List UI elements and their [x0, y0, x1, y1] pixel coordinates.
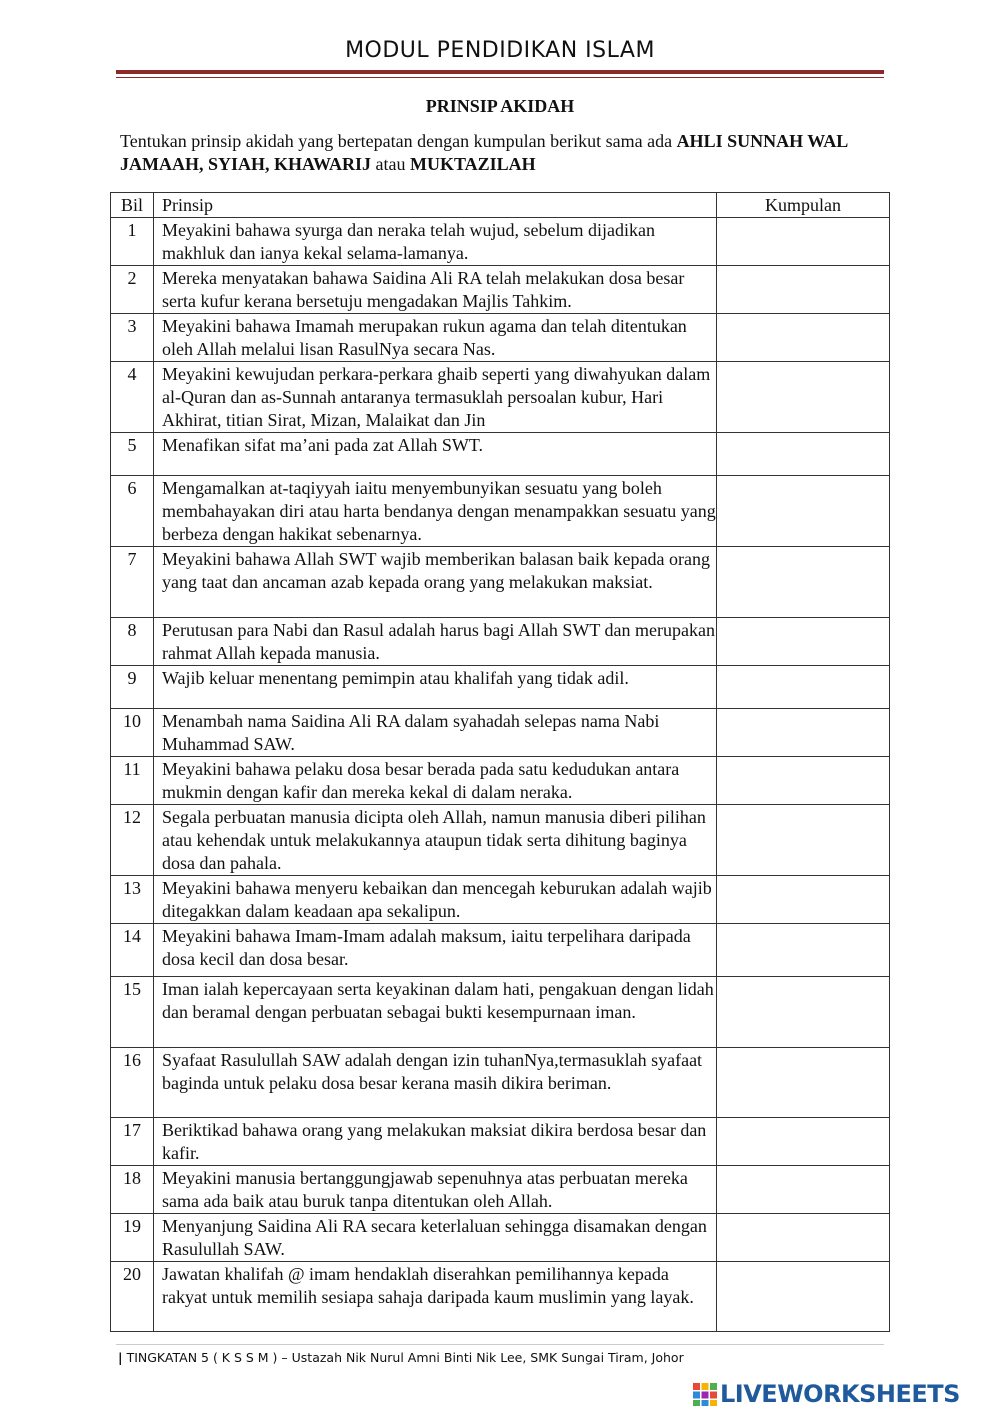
cell-kumpulan-answer[interactable] [717, 618, 890, 666]
cell-prinsip: Beriktikad bahawa orang yang melakukan maksiat dikira berdosa besar dan kafir. [154, 1118, 717, 1166]
instructions-text-2: atau [371, 154, 410, 174]
header-prinsip: Prinsip [154, 193, 717, 218]
section-title: PRINSIP AKIDAH [425, 96, 575, 116]
cell-kumpulan-answer[interactable] [717, 1118, 890, 1166]
cell-prinsip: Iman ialah kepercayaan serta keyakinan dalam hati, pengakuan dengan lidah dan beramal dengan perbuatan sebagai bukti kesempurnaan iman. [154, 977, 717, 1048]
cell-prinsip: Meyakini bahawa pelaku dosa besar berada pada satu kedudukan antara mukmin dengan kafir dan mereka kekal di dalam neraka. [154, 757, 717, 805]
cell-kumpulan-answer[interactable] [717, 476, 890, 547]
cell-prinsip: Meyakini bahawa Imam-Imam adalah maksum, iaitu terpelihara daripada dosa kecil dan dosa besar. [154, 924, 717, 977]
table-row [111, 977, 890, 1048]
cell-prinsip: Meyakini manusia bertanggungjawab sepenuhnya atas perbuatan mereka sama ada baik atau buruk tanpa ditentukan oleh Allah. [154, 1166, 717, 1214]
table-row [111, 476, 890, 547]
cell-bil: 18 [111, 1166, 154, 1214]
cell-kumpulan-answer[interactable] [717, 266, 890, 314]
cell-prinsip: Syafaat Rasulullah SAW adalah dengan izin tuhanNya,termasuklah syafaat baginda untuk pelaku dosa besar kerana masih dikira beriman. [154, 1048, 717, 1118]
header-kumpulan: Kumpulan [717, 193, 890, 218]
header-rule-thin [116, 77, 884, 78]
cell-kumpulan-answer[interactable] [717, 433, 890, 476]
cell-prinsip: Jawatan khalifah @ imam hendaklah diserahkan pemilihannya kepada rakyat untuk memilih sesiapa sahaja daripada kaum muslimin yang layak. [154, 1262, 717, 1332]
cell-kumpulan-answer[interactable] [717, 1048, 890, 1118]
footer-rule [116, 1344, 884, 1345]
cell-kumpulan-answer[interactable] [717, 805, 890, 876]
footer-separator: | [118, 1350, 123, 1365]
instructions [120, 130, 890, 176]
cell-bil: 9 [111, 666, 154, 709]
table-row [111, 547, 890, 618]
table-row [111, 757, 890, 805]
cell-kumpulan-answer[interactable] [717, 362, 890, 433]
cell-prinsip: Segala perbuatan manusia dicipta oleh Allah, namun manusia diberi pilihan atau kehendak untuk melakukannya ataupun tidak serta dihitung baginya dosa dan pahala. [154, 805, 717, 876]
table-row [111, 362, 890, 433]
cell-bil: 12 [111, 805, 154, 876]
table-row [111, 1166, 890, 1214]
cell-bil: 17 [111, 1118, 154, 1166]
cell-prinsip: Meyakini bahawa syurga dan neraka telah wujud, sebelum dijadikan makhluk dan ianya kekal selama-lamanya. [154, 218, 717, 266]
cell-bil: 10 [111, 709, 154, 757]
cell-prinsip: Meyakini bahawa menyeru kebaikan dan mencegah keburukan adalah wajib ditegakkan dalam keadaan apa sekalipun. [154, 876, 717, 924]
cell-bil: 4 [111, 362, 154, 433]
table-row [111, 266, 890, 314]
cell-bil: 15 [111, 977, 154, 1048]
cell-prinsip: Wajib keluar menentang pemimpin atau khalifah yang tidak adil. [154, 666, 717, 709]
instructions-groups-bold: AHLI SUNNAH WAL JAMAAH, SYIAH, KHAWARIJ [120, 131, 848, 174]
cell-prinsip: Menambah nama Saidina Ali RA dalam syahadah selepas nama Nabi Muhammad SAW. [154, 709, 717, 757]
header-bil: Bil [111, 193, 154, 218]
table-row [111, 709, 890, 757]
footer-text: TINGKATAN 5 ( K S S M ) – Ustazah Nik Nurul Amni Binti Nik Lee, SMK Sungai Tiram, Johor [126, 1350, 684, 1365]
cell-prinsip: Menafikan sifat ma’ani pada zat Allah SWT. [154, 433, 717, 476]
cell-kumpulan-answer[interactable] [717, 757, 890, 805]
cell-prinsip: Perutusan para Nabi dan Rasul adalah harus bagi Allah SWT dan merupakan rahmat Allah kepada manusia. [154, 618, 717, 666]
cell-kumpulan-answer[interactable] [717, 1262, 890, 1332]
cell-prinsip: Mereka menyatakan bahawa Saidina Ali RA telah melakukan dosa besar serta kufur kerana bersetuju mengadakan Majlis Tahkim. [154, 266, 717, 314]
table-row [111, 666, 890, 709]
instructions-group-last-bold: MUKTAZILAH [410, 154, 536, 174]
cell-prinsip: Meyakini kewujudan perkara-perkara ghaib seperti yang diwahyukan dalam al-Quran dan as-Sunnah antaranya termasuklah persoalan kubur, Hari Akhirat, titian Sirat, Mizan, Malaikat dan Jin [154, 362, 717, 433]
table-row [111, 433, 890, 476]
page-header-title: MODUL PENDIDIKAN ISLAM [345, 38, 655, 63]
liveworksheets-logo [692, 1381, 960, 1407]
cell-bil: 13 [111, 876, 154, 924]
page-footer [118, 1350, 684, 1365]
table-row [111, 924, 890, 977]
cell-bil: 16 [111, 1048, 154, 1118]
cell-bil: 8 [111, 618, 154, 666]
liveworksheets-logo-text: LIVEWORKSHEETS [720, 1380, 960, 1408]
table-row [111, 1118, 890, 1166]
cell-kumpulan-answer[interactable] [717, 1214, 890, 1262]
cell-kumpulan-answer[interactable] [717, 547, 890, 618]
cell-bil: 20 [111, 1262, 154, 1332]
cell-kumpulan-answer[interactable] [717, 314, 890, 362]
cell-bil: 19 [111, 1214, 154, 1262]
table-row [111, 1048, 890, 1118]
cell-bil: 7 [111, 547, 154, 618]
cell-kumpulan-answer[interactable] [717, 924, 890, 977]
table-row [111, 876, 890, 924]
cell-bil: 14 [111, 924, 154, 977]
cell-bil: 6 [111, 476, 154, 547]
cell-prinsip: Mengamalkan at-taqiyyah iaitu menyembunyikan sesuatu yang boleh membahayakan diri atau harta bendanya dengan menampakkan sesuatu yang berbeza dengan hakikat sebenarnya. [154, 476, 717, 547]
cell-kumpulan-answer[interactable] [717, 218, 890, 266]
instructions-text-1: Tentukan prinsip akidah yang bertepatan dengan kumpulan berikut sama ada [120, 131, 677, 151]
cell-prinsip: Menyanjung Saidina Ali RA secara keterlaluan sehingga disamakan dengan Rasulullah SAW. [154, 1214, 717, 1262]
cell-prinsip: Meyakini bahawa Allah SWT wajib memberikan balasan baik kepada orang yang taat dan ancaman azab kepada orang yang melakukan maksiat. [154, 547, 717, 618]
cell-kumpulan-answer[interactable] [717, 876, 890, 924]
table-row [111, 314, 890, 362]
cell-kumpulan-answer[interactable] [717, 709, 890, 757]
table-row [111, 1262, 890, 1332]
table-body [111, 218, 890, 1332]
cell-bil: 2 [111, 266, 154, 314]
table-header-row [111, 193, 890, 218]
table-row [111, 218, 890, 266]
table-row [111, 805, 890, 876]
cell-kumpulan-answer[interactable] [717, 977, 890, 1048]
cell-bil: 11 [111, 757, 154, 805]
principles-table [110, 192, 890, 1332]
cell-kumpulan-answer[interactable] [717, 666, 890, 709]
cell-bil: 1 [111, 218, 154, 266]
table-row [111, 1214, 890, 1262]
cell-prinsip: Meyakini bahawa Imamah merupakan rukun agama dan telah ditentukan oleh Allah melalui lisan RasulNya secara Nas. [154, 314, 717, 362]
header-rule-thick [116, 70, 884, 74]
cell-bil: 5 [111, 433, 154, 476]
cell-kumpulan-answer[interactable] [717, 1166, 890, 1214]
liveworksheets-logo-icon [692, 1381, 718, 1407]
cell-bil: 3 [111, 314, 154, 362]
table-row [111, 618, 890, 666]
